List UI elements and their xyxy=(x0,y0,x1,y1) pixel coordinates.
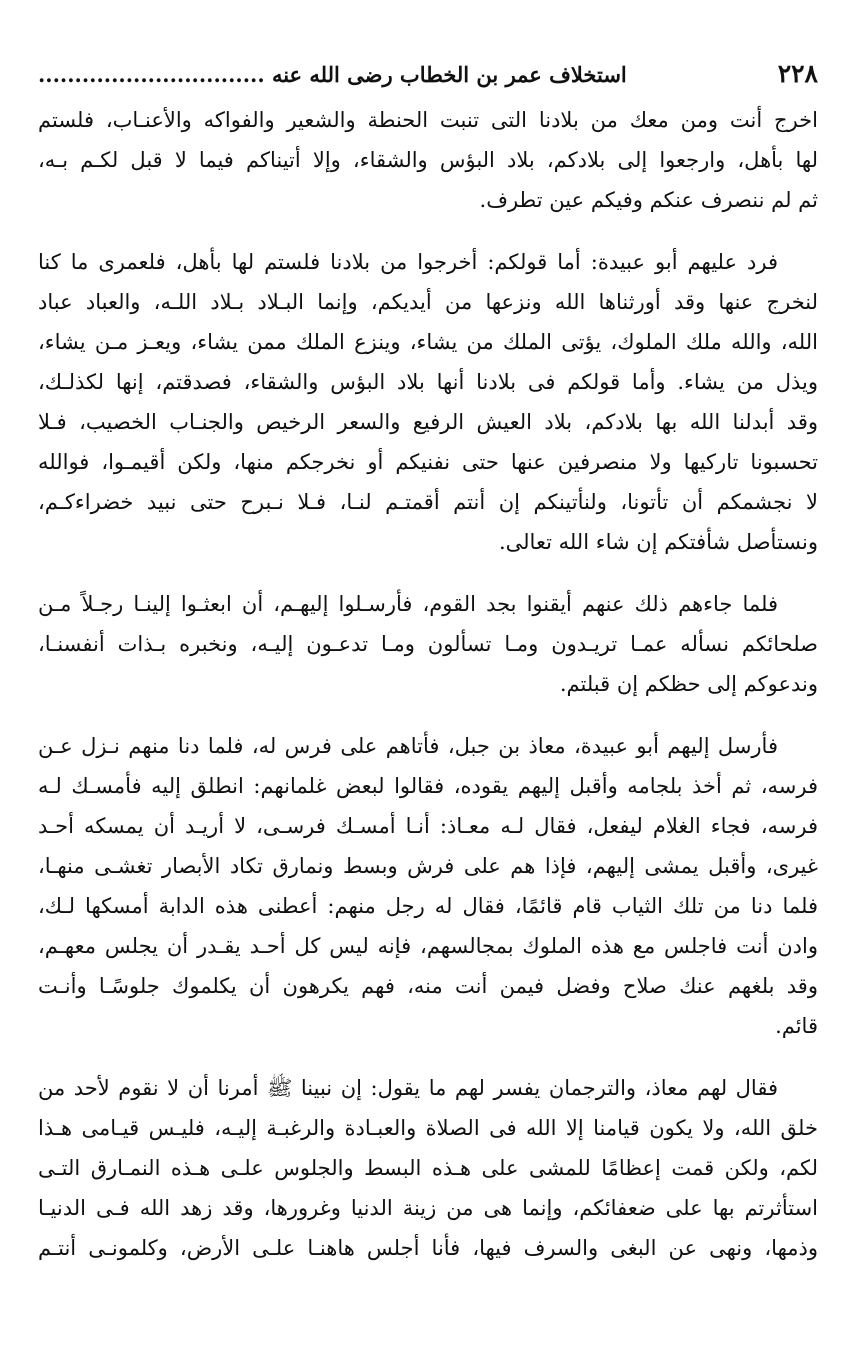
text-line: فلما جاءهم ذلك عنهم أيقنوا بجد القوم، فأرسـلوا إليهـم، أن ابعثـوا إلينـا رجـلاً مـن xyxy=(38,592,778,616)
text-line: ثم لم ننصرف عنكم وفيكم عين تطرف. xyxy=(479,188,818,212)
text-line: وذمها، ونهى عن البغى والسرف فيها، فأنا أجلس هاهنـا علـى الأرض، وكلمونـى أنتـم xyxy=(38,1236,818,1260)
running-header xyxy=(38,58,818,92)
text-line: فأرسل إليهم أبو عبيدة، معاذ بن جبل، فأتاهم على فرس له، فلما دنا منهم نـزل عـن xyxy=(38,734,778,758)
text-line: فرسه، ثم أخذ بلجامه وأقبل إليهم يقوده، فقالوا لبعض غلمانهم: انطلق إليه فأمسـك لـه xyxy=(38,774,818,798)
chapter-title: استخلاف عمر بن الخطاب رضى الله عنه ............................... xyxy=(38,62,627,87)
text-line: لها بأهل، وارجعوا إلى بلادكم، بلاد البؤس والشقاء، وإلا أتيناكم فيما لا قبل لكـم بـه، xyxy=(38,148,818,172)
text-line: فرد عليهم أبو عبيدة: أما قولكم: أخرجوا من بلادنا فلستم لها بأهل، فلعمرى ما كنا xyxy=(38,250,778,274)
text-line: فقال لهم معاذ، والترجمان يفسر لهم ما يقول: إن نبينا ﷺ أمرنا أن لا نقوم لأحد من xyxy=(38,1076,778,1100)
paragraph xyxy=(38,100,818,220)
text-line: قائم. xyxy=(775,1014,818,1038)
text-line: لا نجشمكم أن تأتونا، ولنأتينكم إن أنتم أقمتـم لنـا، فـلا نـبرح حتى نبيد خضراءكـم، xyxy=(38,490,818,514)
page-number: ٢٢٨ xyxy=(777,59,818,88)
text-line: تحسبونا تاركيها ولا منصرفين عنها حتى نفنيكم أو نخرجكم منها، ولكن أقيمـوا، فوالله xyxy=(38,450,818,474)
text-line: ويذل من يشاء. وأما قولكم فى بلادنا أنها بلاد البؤس والشقاء، فصدقتم، إنها لكذلـك، xyxy=(38,370,818,394)
text-line: الله، والله ملك الملوك، يؤتى الملك من يشاء، وينزع الملك ممن يشاء، ويعـز مـن يشاء، xyxy=(38,330,818,354)
text-line: لكم، ولكن قمت إعظامًا للمشى على هـذه البسط والجلوس علـى هـذه النمـارق التـى xyxy=(38,1156,818,1180)
text-line: استأثرتم بها على ضعفائكم، وإنما هى من زينة الدنيا وغرورها، وقد زهد الله فـى الدنيـا xyxy=(38,1196,818,1220)
text-line: غيرى، وأقبل يمشى إليهم، فإذا هم على فرش وبسط ونمارق تكاد الأبصار تغشـى منهـا، xyxy=(38,854,818,878)
text-line: لنخرج عنها وقد أورثناها الله ونزعها من أيديكم، وإنما البـلاد بـلاد اللـه، والعباد عباد xyxy=(38,290,818,314)
text-line: وندعوكم إلى حظكم إن قبلتم. xyxy=(559,672,818,696)
paragraph xyxy=(38,242,818,562)
text-line: ونستأصل شأفتكم إن شاء الله تعالى. xyxy=(498,530,818,554)
text-line: فرسه، فجاء الغلام ليفعل، فقال لـه معـاذ: أنـا أمسـك فرسـى، لا أريـد أن يمسكه أحـد xyxy=(38,814,818,838)
text-line: وادن أنت فاجلس مع هذه الملوك بمجالسهم، فإنه ليس كل أحـد يقـدر أن يجلس معهـم، xyxy=(38,934,818,958)
text-line: فلما دنا من تلك الثياب قام قائمًا، فقال له رجل منهم: أعطنى هذه الدابة أمسكها لـك، xyxy=(38,894,818,918)
paragraph xyxy=(38,1068,818,1268)
text-line: وقد أبدلنا الله بها بلادكم، بلاد العيش الرفيع والسعر الرخيص والجنـاب الخصيب، فـلا xyxy=(38,410,818,434)
paragraph xyxy=(38,726,818,1046)
text-line: اخرج أنت ومن معك من بلادنا التى تنبت الحنطة والشعير والفواكه والأعنـاب، فلستم xyxy=(38,108,818,132)
text-line: وقد بلغهم عنك صلاح وفضل فيمن أنت منه، فهم يكرهون أن يكلموك جلوسًـا وأنـت xyxy=(38,974,818,998)
text-line: خلق الله، ولا يكون قيامنا إلا الله فى الصلاة والعبـادة والرغبـة إليـه، فليـس قيـامى هـذا xyxy=(38,1116,818,1140)
text-line: صلحائكم نسأله عمـا تريـدون ومـا تسألون ومـا تدعـون إليـه، ونخبره بـذات أنفسنـا، xyxy=(38,632,818,656)
paragraph xyxy=(38,584,818,704)
